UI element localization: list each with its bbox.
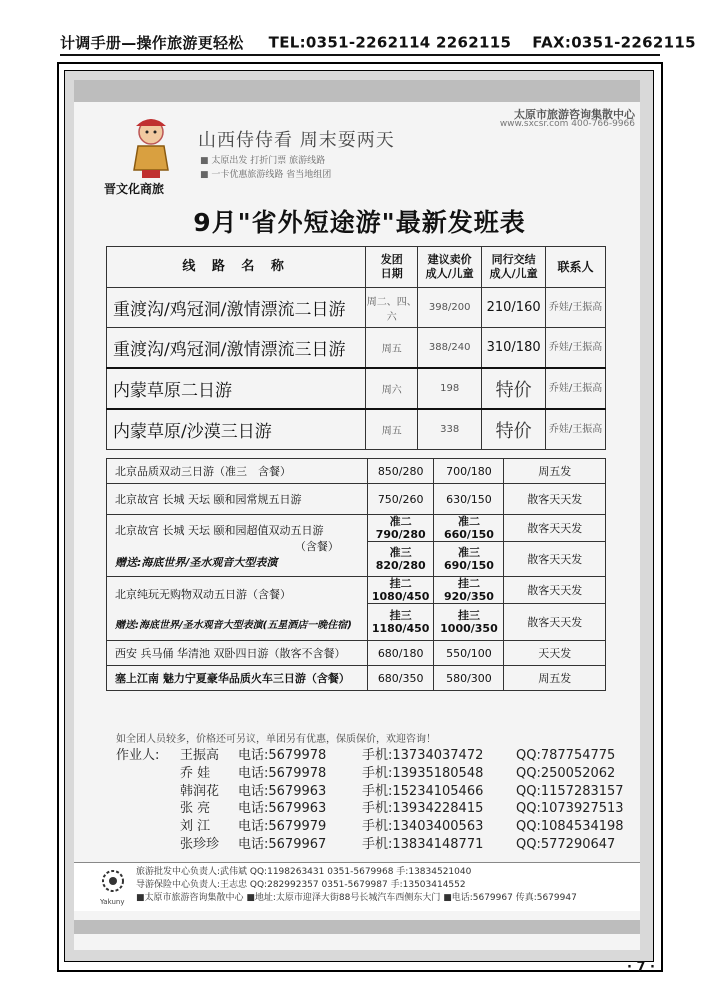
brand-lines bbox=[200, 154, 331, 182]
footer-logo-icon bbox=[100, 868, 126, 898]
route-price-b: 准二 660/150 bbox=[434, 515, 504, 542]
route-date: 周二、四、六 bbox=[366, 288, 418, 328]
page-number: · 7 · bbox=[627, 960, 655, 975]
header-tel: TEL:0351-2262114 2262115 bbox=[268, 33, 512, 52]
agent-phone: 5679963 bbox=[268, 783, 327, 799]
route-price-a: 680/180 bbox=[367, 641, 434, 666]
route-price-a: 准三 820/280 bbox=[367, 542, 434, 577]
route-suggest: 338 bbox=[418, 409, 482, 450]
agent-name: 王振高 bbox=[180, 748, 220, 763]
list-item: 张 亮 电话:5679963 手机:13934228415 QQ:1073927513 bbox=[116, 797, 624, 815]
list-item: 作业人: 王振高 电话:5679978 手机:13734037472 QQ:787754775 bbox=[116, 744, 624, 762]
table-header-row bbox=[107, 247, 606, 288]
footer-line-2: 导游保险中心负责人:王志忠 QQ:282992357 0351-5679987 手:13503414552 bbox=[136, 880, 466, 890]
brand-line-1: ■ 太原出发 打折门票 旅游线路 bbox=[200, 156, 326, 166]
route-suggest: 398/200 bbox=[418, 288, 482, 328]
route-gift: 赠送:海底世界/圣水观音大型表演 bbox=[115, 555, 278, 569]
agent-mobile: 13934228415 bbox=[392, 801, 484, 817]
header-title: 计调手册—操作旅游更轻松 bbox=[60, 34, 244, 52]
col-peer: 同行交结 成人/儿童 bbox=[482, 247, 546, 288]
agent-qq: 1157283157 bbox=[540, 783, 624, 799]
route-price-b: 挂二 920/350 bbox=[434, 577, 504, 604]
route-date: 周六 bbox=[366, 368, 418, 409]
agent-phone: 5679967 bbox=[268, 836, 327, 852]
agent-phone: 5679978 bbox=[268, 748, 327, 763]
route-sub: （含餐） bbox=[294, 539, 339, 553]
agent-mobile: 13935180548 bbox=[392, 765, 484, 781]
route-price-b: 630/150 bbox=[434, 484, 504, 515]
list-item: 乔 娃 电话:5679978 手机:13935180548 QQ:250052062 bbox=[116, 762, 624, 780]
footer-line-3: ■太原市旅游咨询集散中心 ■地址:太原市迎泽大街88号长城汽车西侧东大门 ■电话:5679967 传真:5679947 bbox=[136, 893, 577, 903]
agent-label: 作业人: bbox=[116, 748, 160, 763]
route-name: 重渡沟/鸡冠洞/激情漂流三日游 bbox=[107, 328, 366, 369]
route-price-b: 550/100 bbox=[434, 641, 504, 666]
agent-qq: 577290647 bbox=[540, 836, 616, 852]
col-suggest: 建议卖价 成人/儿童 bbox=[418, 247, 482, 288]
agent-phone: 5679979 bbox=[268, 819, 327, 835]
route-name: 北京品质双动三日游（准三 含餐） bbox=[107, 459, 368, 484]
list-item: 韩润花 电话:5679963 手机:15234105466 QQ:1157283157 bbox=[116, 780, 624, 798]
table-row bbox=[107, 409, 606, 450]
route-peer: 特价 bbox=[482, 368, 546, 409]
beijing-routes-table bbox=[106, 458, 606, 691]
route-date: 周五 bbox=[366, 328, 418, 369]
list-item: 刘 江 电话:5679979 手机:13403400563 QQ:1084534198 bbox=[116, 815, 624, 833]
route-schedule: 散客天天发 bbox=[504, 577, 606, 604]
route-name: 内蒙草原/沙漠三日游 bbox=[107, 409, 366, 450]
agent-phone: 5679978 bbox=[268, 765, 327, 781]
col-route: 线 路 名 称 bbox=[107, 247, 366, 288]
table-row bbox=[107, 641, 606, 666]
table-row bbox=[107, 577, 606, 604]
table-row bbox=[107, 368, 606, 409]
route-schedule: 散客天天发 bbox=[504, 604, 606, 641]
route-peer: 210/160 bbox=[482, 288, 546, 328]
footer-logo-text: Yakuny bbox=[100, 898, 125, 906]
table-row bbox=[107, 328, 606, 369]
agent-name: 韩润花 bbox=[180, 783, 220, 799]
brand-line-2: ■ 一卡优惠旅游线路 省当地组团 bbox=[200, 170, 332, 180]
route-price-a: 680/350 bbox=[367, 666, 434, 691]
agent-mobile: 13403400563 bbox=[392, 819, 484, 835]
route-name: 塞上江南 魅力宁夏豪华品质火车三日游（含餐） bbox=[107, 666, 368, 691]
route-suggest: 198 bbox=[418, 368, 482, 409]
route-date: 周五 bbox=[366, 409, 418, 450]
main-title: 9月"省外短途游"最新发班表 bbox=[193, 208, 526, 237]
agent-name: 张珍珍 bbox=[180, 836, 220, 852]
brand-mascot-icon bbox=[118, 114, 184, 182]
route-price-a: 850/280 bbox=[367, 459, 434, 484]
agent-qq: 250052062 bbox=[540, 765, 616, 781]
route-suggest: 388/240 bbox=[418, 328, 482, 369]
route-name: 北京故宫 长城 天坛 颐和园常规五日游 bbox=[107, 484, 368, 515]
table-row bbox=[107, 666, 606, 691]
route-price-b: 580/300 bbox=[434, 666, 504, 691]
route-schedule: 天天发 bbox=[504, 641, 606, 666]
route-price-a: 挂二 1080/450 bbox=[367, 577, 434, 604]
agent-mobile: 15234105466 bbox=[392, 783, 484, 799]
center-website: www.sxcsr.com 400-766-9966 bbox=[499, 119, 635, 129]
route-gift: 赠送:海底世界/圣水观音大型表演(五星酒店一晚住宿) bbox=[115, 620, 352, 631]
list-item: 张珍珍 电话:5679967 手机:13834148771 QQ:577290647 bbox=[116, 833, 624, 851]
brand-slogan: 山西侍侍看 周末耍两天 bbox=[198, 130, 395, 151]
route-cell bbox=[107, 515, 368, 577]
agent-list bbox=[116, 744, 624, 851]
route-name: 西安 兵马俑 华清池 双卧四日游（散客不含餐） bbox=[107, 641, 368, 666]
footer-lines bbox=[136, 866, 577, 905]
table-row bbox=[107, 288, 606, 328]
route-price-a: 挂三 1180/450 bbox=[367, 604, 434, 641]
page-header bbox=[60, 32, 696, 56]
agent-name: 张 亮 bbox=[180, 801, 211, 817]
route-cell bbox=[107, 577, 368, 641]
agent-name: 刘 江 bbox=[180, 819, 211, 835]
header-fax: FAX:0351-2262115 bbox=[532, 33, 696, 52]
top-strip bbox=[74, 80, 640, 102]
booking-note: 如全团人员较多，价格还可另议，单团另有优惠，保质保价，欢迎咨询！ bbox=[116, 734, 436, 745]
table-row bbox=[107, 484, 606, 515]
bottom-bar bbox=[74, 920, 640, 934]
col-contact: 联系人 bbox=[546, 247, 606, 288]
route-price-a: 准二 790/280 bbox=[367, 515, 434, 542]
route-name: 重渡沟/鸡冠洞/激情漂流二日游 bbox=[107, 288, 366, 328]
route-contact: 乔娃/王振高 bbox=[546, 328, 606, 369]
agent-mobile: 13834148771 bbox=[392, 836, 484, 852]
route-peer: 310/180 bbox=[482, 328, 546, 369]
route-price-b: 准三 690/150 bbox=[434, 542, 504, 577]
route-contact: 乔娃/王振高 bbox=[546, 409, 606, 450]
route-schedule: 周五发 bbox=[504, 666, 606, 691]
route-contact: 乔娃/王振高 bbox=[546, 368, 606, 409]
table-row bbox=[107, 515, 606, 542]
agent-qq: 1073927513 bbox=[540, 801, 624, 817]
brand-name: 晋文化商旅 bbox=[104, 182, 165, 196]
route-contact: 乔娃/王振高 bbox=[546, 288, 606, 328]
agent-qq: 787754775 bbox=[540, 748, 616, 763]
agent-phone: 5679963 bbox=[268, 801, 327, 817]
route-price-a: 750/260 bbox=[367, 484, 434, 515]
agent-name: 乔 娃 bbox=[180, 765, 211, 781]
route-name: 内蒙草原二日游 bbox=[107, 368, 366, 409]
col-date: 发团 日期 bbox=[366, 247, 418, 288]
route-schedule: 散客天天发 bbox=[504, 484, 606, 515]
route-name: 北京故宫 长城 天坛 颐和园超值双动五日游 bbox=[115, 523, 324, 537]
center-name: 太原市旅游咨询集散中心 bbox=[514, 108, 635, 121]
route-schedule: 周五发 bbox=[504, 459, 606, 484]
domestic-routes-table bbox=[106, 246, 606, 450]
footer-line-1: 旅游批发中心负责人:武伟斌 QQ:1198263431 0351-5679968 手:13834521040 bbox=[136, 867, 472, 877]
route-price-b: 挂三 1000/350 bbox=[434, 604, 504, 641]
route-schedule: 散客天天发 bbox=[504, 542, 606, 577]
table-row bbox=[107, 459, 606, 484]
agent-qq: 1084534198 bbox=[540, 819, 624, 835]
route-price-b: 700/180 bbox=[434, 459, 504, 484]
route-schedule: 散客天天发 bbox=[504, 515, 606, 542]
agent-mobile: 13734037472 bbox=[392, 748, 484, 763]
route-name: 北京纯玩无购物双动五日游（含餐） bbox=[115, 588, 291, 601]
route-peer: 特价 bbox=[482, 409, 546, 450]
